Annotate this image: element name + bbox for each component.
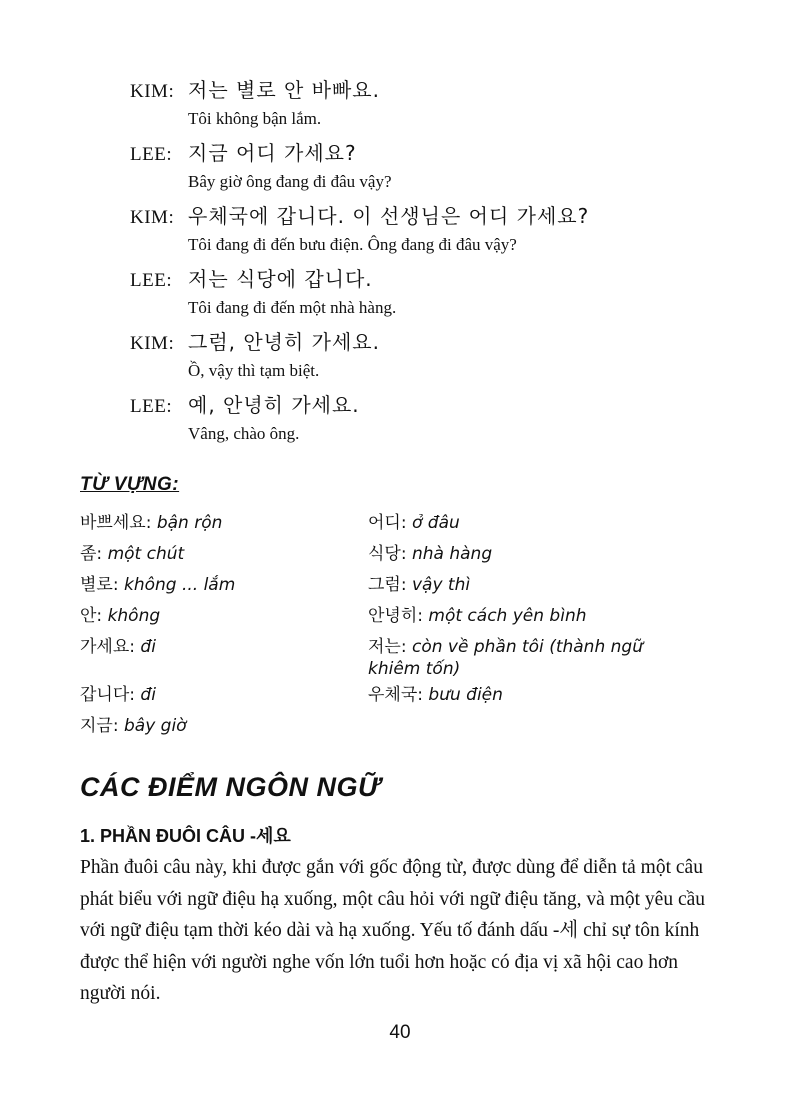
korean-line: 저는 별로 안 바빠요. [188,78,380,102]
vocabulary-row [80,632,720,680]
vocabulary-entry [80,680,368,711]
vocab-meaning: đi [140,685,156,705]
vocab-meaning: không ... lắm [123,575,236,595]
vocabulary-entry [368,601,668,632]
translation-line: Tôi không bận lắm. [188,109,322,128]
vocabulary-entry [80,632,368,680]
korean-line: 저는 식당에 갑니다. [188,267,373,291]
vocabulary-row [80,508,720,539]
speaker-label: LEE: [130,270,173,291]
dialogue-turn [130,326,690,381]
vocab-word: 그럼: [368,575,407,595]
vocabulary-entry [80,601,368,632]
dialogue [130,74,690,452]
vocabulary-entry [368,632,668,680]
translation-line: Vâng, chào ông. [188,424,300,443]
subsection-title: 1. PHẦN ĐUÔI CÂU -세요 [80,826,291,846]
vocabulary-entry [368,711,668,742]
vocabulary-list [80,508,720,742]
vocab-word: 식당: [368,544,407,564]
speaker-label: LEE: [130,144,173,165]
vocab-meaning: bưu điện [428,685,503,705]
vocab-word: 우체국: [368,685,423,705]
vocab-word: 지금: [80,716,119,736]
translation-line: Tôi đang đi đến bưu điện. Ông đang đi đâu vậy? [188,235,517,254]
dialogue-turn [130,389,690,444]
vocab-meaning: một cách yên bình [428,606,587,626]
vocabulary-heading: TỪ VỰNG: [80,474,180,495]
vocab-word: 저는: [368,637,407,657]
korean-line: 예, 안녕히 가세요. [188,393,360,417]
vocab-word: 안녕히: [368,606,423,626]
vocab-word: 안: [80,606,103,626]
speaker-label: KIM: [130,81,175,102]
dialogue-turn [130,200,690,255]
vocab-meaning: bây giờ [123,716,187,736]
vocab-meaning: ở đâu [411,513,460,533]
vocab-word: 어디: [368,513,407,533]
vocabulary-entry [368,539,668,570]
page-number: 40 [389,1022,411,1043]
vocabulary-entry [368,570,668,601]
vocabulary-entry [368,508,668,539]
vocab-word: 가세요: [80,637,135,657]
vocab-meaning: vậy thì [411,575,471,595]
korean-line: 우체국에 갑니다. 이 선생님은 어디 가세요? [188,204,590,228]
vocabulary-row [80,711,720,742]
vocab-meaning: còn về phần tôi (thành ngữ khiêm tốn) [368,637,643,679]
speaker-label: KIM: [130,333,175,354]
vocab-word: 갑니다: [80,685,135,705]
vocab-word: 별로: [80,575,119,595]
body-paragraph: Phần đuôi câu này, khi được gắn với gốc động từ, được dùng để diễn tả một câu phát biểu với ngữ điệu hạ xuống, một câu hỏi với ngữ điệu tăng, và một yêu cầu với ngữ điệu tạm thời kéo dài và hạ xuống. Yếu tố đánh dấu -세 chỉ sự tôn kính được thể hiện với người nghe vốn lớn tuổi hơn hoặc có địa vị xã hội cao hơn người nói. [80,857,706,1004]
section-title: CÁC ĐIỂM NGÔN NGỮ [80,772,381,802]
vocabulary-row [80,601,720,632]
korean-line: 지금 어디 가세요? [188,141,357,165]
vocab-word: 좀: [80,544,103,564]
vocabulary-entry [80,508,368,539]
vocab-meaning: nhà hàng [411,544,493,564]
vocabulary-row [80,680,720,711]
speaker-label: KIM: [130,207,175,228]
dialogue-turn [130,263,690,318]
speaker-label: LEE: [130,396,173,417]
vocabulary-row [80,570,720,601]
vocab-meaning: bận rộn [156,513,223,533]
vocabulary-row [80,539,720,570]
dialogue-turn [130,74,690,129]
korean-line: 그럼, 안녕히 가세요. [188,330,380,354]
dialogue-turn [130,137,690,192]
vocabulary-entry [80,711,368,742]
vocab-meaning: đi [140,637,156,657]
translation-line: Ồ, vậy thì tạm biệt. [188,361,320,380]
vocabulary-entry [80,570,368,601]
vocabulary-entry [368,680,668,711]
translation-line: Bây giờ ông đang đi đâu vậy? [188,172,392,191]
vocab-meaning: một chút [107,544,185,564]
translation-line: Tôi đang đi đến một nhà hàng. [188,298,397,317]
vocab-word: 바쁘세요: [80,513,152,533]
vocab-meaning: không [107,606,161,626]
vocabulary-entry [80,539,368,570]
